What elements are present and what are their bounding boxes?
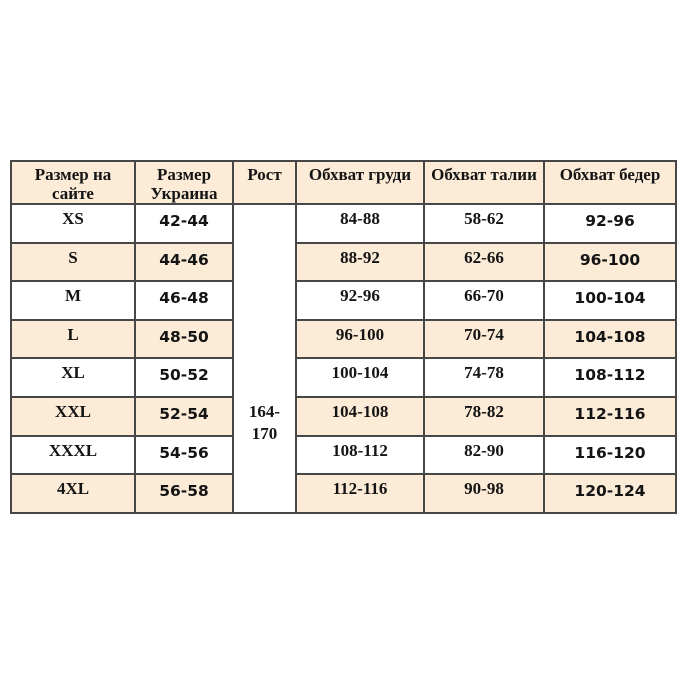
- cell-waist: 90-98: [424, 474, 544, 513]
- table-row: [11, 397, 676, 436]
- cell-height-merged: [233, 204, 296, 513]
- cell-size-ukraine: 56-58: [135, 474, 233, 513]
- cell-size-site: XS: [11, 204, 135, 243]
- cell-size-site: S: [11, 243, 135, 282]
- cell-size-ukraine: 42-44: [135, 204, 233, 243]
- cell-size-ukraine: 54-56: [135, 436, 233, 475]
- table-row: [11, 358, 676, 397]
- cell-size-site: XXL: [11, 397, 135, 436]
- table-row: [11, 243, 676, 282]
- cell-size-ukraine: 50-52: [135, 358, 233, 397]
- cell-chest: 92-96: [296, 281, 424, 320]
- cell-chest: 112-116: [296, 474, 424, 513]
- cell-chest: 104-108: [296, 397, 424, 436]
- header-size-site: Размер на сайте: [11, 161, 135, 204]
- cell-waist: 82-90: [424, 436, 544, 475]
- cell-chest: 96-100: [296, 320, 424, 359]
- table-row: [11, 474, 676, 513]
- cell-chest: 108-112: [296, 436, 424, 475]
- header-size-ukraine: Размер Украина: [135, 161, 233, 204]
- cell-chest: 100-104: [296, 358, 424, 397]
- height-range-line1: 164-: [248, 402, 281, 421]
- header-chest: Обхват груди: [296, 161, 424, 204]
- header-height: Рост: [233, 161, 296, 204]
- header-row: [11, 161, 676, 204]
- cell-hips: 104-108: [544, 320, 676, 359]
- cell-waist: 78-82: [424, 397, 544, 436]
- cell-size-ukraine: 48-50: [135, 320, 233, 359]
- cell-hips: 108-112: [544, 358, 676, 397]
- cell-waist: 74-78: [424, 358, 544, 397]
- table-row: [11, 436, 676, 475]
- cell-size-ukraine: 44-46: [135, 243, 233, 282]
- height-range-line2: 170: [251, 424, 278, 443]
- size-chart-table: [10, 160, 677, 514]
- cell-waist: 66-70: [424, 281, 544, 320]
- cell-waist: 70-74: [424, 320, 544, 359]
- cell-waist: 58-62: [424, 204, 544, 243]
- cell-hips: 96-100: [544, 243, 676, 282]
- cell-waist: 62-66: [424, 243, 544, 282]
- cell-hips: 100-104: [544, 281, 676, 320]
- cell-chest: 88-92: [296, 243, 424, 282]
- cell-hips: 92-96: [544, 204, 676, 243]
- cell-size-ukraine: 46-48: [135, 281, 233, 320]
- header-hips: Обхват бедер: [544, 161, 676, 204]
- table-row: [11, 204, 676, 243]
- cell-size-site: M: [11, 281, 135, 320]
- cell-size-ukraine: 52-54: [135, 397, 233, 436]
- cell-size-site: XL: [11, 358, 135, 397]
- cell-size-site: XXXL: [11, 436, 135, 475]
- cell-hips: 112-116: [544, 397, 676, 436]
- cell-chest: 84-88: [296, 204, 424, 243]
- cell-size-site: 4XL: [11, 474, 135, 513]
- cell-size-site: L: [11, 320, 135, 359]
- cell-hips: 120-124: [544, 474, 676, 513]
- table-row: [11, 320, 676, 359]
- cell-hips: 116-120: [544, 436, 676, 475]
- table-row: [11, 281, 676, 320]
- header-waist: Обхват талии: [424, 161, 544, 204]
